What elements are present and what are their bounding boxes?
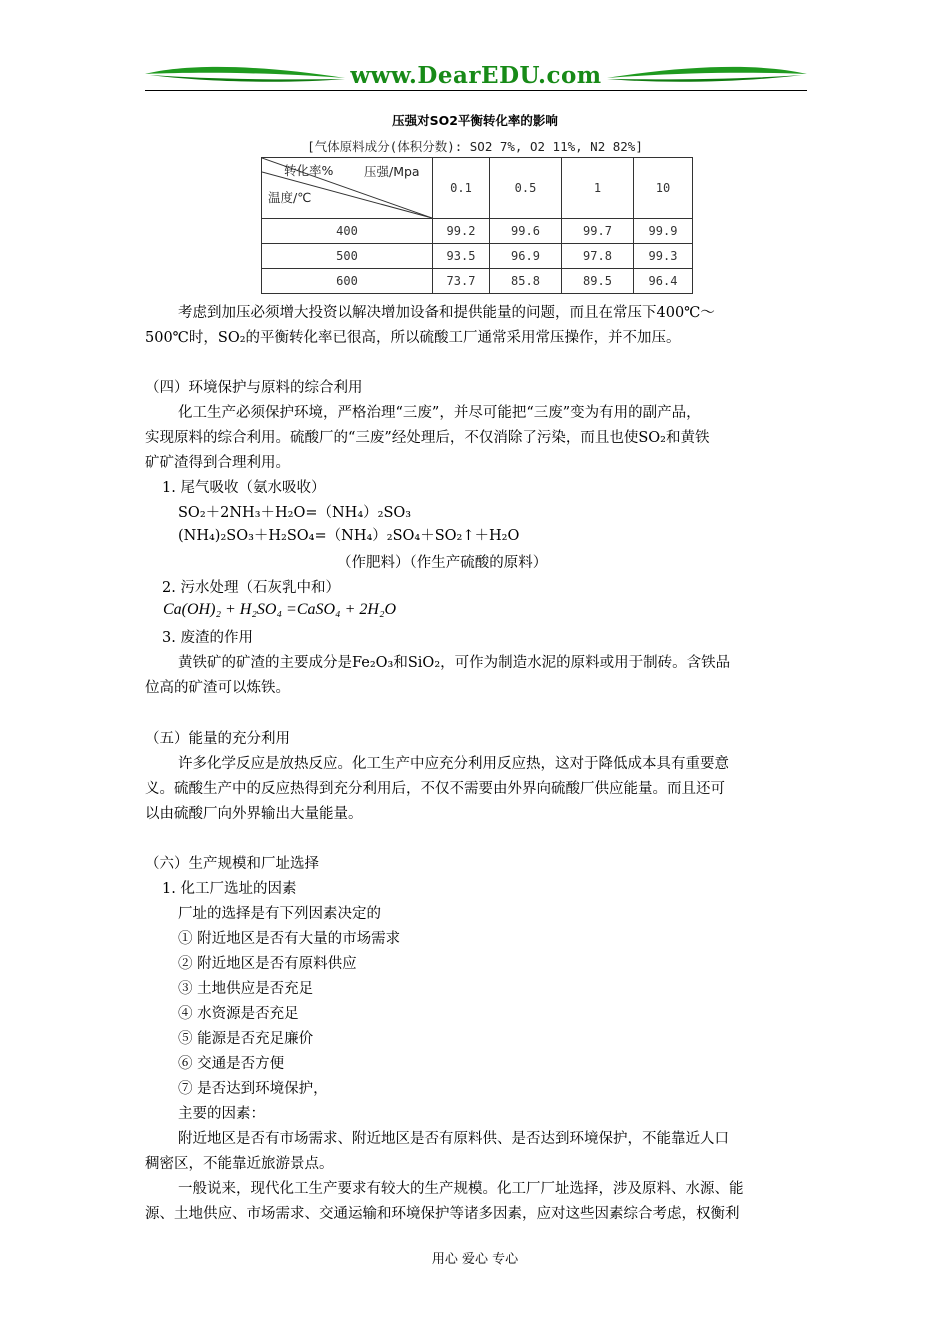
value-cell: 97.8 xyxy=(562,244,634,269)
value-cell: 89.5 xyxy=(562,269,634,294)
header-rate-label: 转化率% xyxy=(284,163,334,178)
paragraph-line: 源、土地供应、市场需求、交通运输和环境保护等诸多因素，应对这些因素综合考虑，权衡利 xyxy=(145,1206,740,1222)
header-rule xyxy=(145,90,807,91)
equation: Ca(OH)₂ + H₂SO₄ =CaSO₄ + 2H₂O xyxy=(163,601,397,618)
pressure-header-cell: 1 xyxy=(562,158,634,219)
value-cell: 99.6 xyxy=(490,219,562,244)
factor-item: ⑤ 能源是否充足廉价 xyxy=(178,1031,314,1047)
value-cell: 96.9 xyxy=(490,244,562,269)
site-logo[interactable]: www.DearEDU.com xyxy=(350,62,602,89)
paragraph-line: 厂址的选择是有下列因素决定的 xyxy=(178,906,381,922)
temp-cell: 400 xyxy=(262,219,433,244)
table-note: [气体原料成分(体积分数): SO2 7%, O2 11%, N2 82%] xyxy=(307,139,643,154)
equation-note: （作肥料）（作生产硫酸的原料） xyxy=(337,555,548,571)
paragraph-line: 考虑到加压必须增大投资以解决增加设备和提供能量的问题，而且在常压下400℃～ xyxy=(178,305,715,321)
table-row xyxy=(262,269,693,294)
paragraph-line: 主要的因素： xyxy=(178,1106,265,1122)
equation: (NH₄)₂SO₃＋H₂SO₄=（NH₄）₂SO₄＋SO₂↑＋H₂O xyxy=(178,528,520,544)
table-row xyxy=(262,244,693,269)
value-cell: 99.9 xyxy=(634,219,693,244)
paragraph-line: 义。硫酸生产中的反应热得到充分利用后，不仅不需要由外界向硫酸厂供应能量。而且还可 xyxy=(145,781,725,797)
paragraph-line: 以由硫酸厂向外界输出大量能量。 xyxy=(145,806,363,822)
temp-cell: 600 xyxy=(262,269,433,294)
factor-item: ③ 土地供应是否充足 xyxy=(178,981,314,997)
list-item: 3. 废渣的作用 xyxy=(162,630,253,646)
paragraph-line: 附近地区是否有市场需求、附近地区是否有原料供、是否达到环境保护，不能靠近人口 xyxy=(178,1131,729,1147)
header-temp-label: 温度/℃ xyxy=(268,190,312,205)
pressure-header-cell: 0.5 xyxy=(490,158,562,219)
value-cell: 85.8 xyxy=(490,269,562,294)
pressure-header-cell: 10 xyxy=(634,158,693,219)
paragraph-line: 化工生产必须保护环境，严格治理“三废”，并尽可能把“三废”变为有用的副产品， xyxy=(178,405,701,421)
paragraph-line: 位高的矿渣可以炼铁。 xyxy=(145,680,290,696)
page-header xyxy=(145,58,807,92)
factor-item: ① 附近地区是否有大量的市场需求 xyxy=(178,931,401,947)
table-row xyxy=(262,219,693,244)
page-footer: 用心 爱心 专心 xyxy=(431,1252,519,1267)
list-item: 1. 尾气吸收（氨水吸收） xyxy=(162,480,326,496)
section-heading: （六）生产规模和厂址选择 xyxy=(145,856,319,872)
section-heading: （四）环境保护与原料的综合利用 xyxy=(145,380,363,396)
section-heading: （五）能量的充分利用 xyxy=(145,731,290,747)
paragraph-line: 黄铁矿的矿渣的主要成分是Fe₂O₃和SiO₂，可作为制造水泥的原料或用于制砖。含铁品 xyxy=(178,655,731,671)
factor-item: ② 附近地区是否有原料供应 xyxy=(178,956,357,972)
header-pressure-label: 压强/Mpa xyxy=(364,164,420,179)
paragraph-line: 一般说来，现代化工生产要求有较大的生产规模。化工厂厂址选择，涉及原料、水源、能 xyxy=(178,1181,744,1197)
table-title: 压强对SO2平衡转化率的影响 xyxy=(392,113,558,128)
list-item: 1. 化工厂选址的因素 xyxy=(162,881,297,897)
factor-item: ⑦ 是否达到环境保护， xyxy=(178,1081,328,1097)
factor-item: ⑥ 交通是否方便 xyxy=(178,1056,285,1072)
paragraph-line: 许多化学反应是放热反应。化工生产中应充分利用反应热，这对于降低成本具有重要意 xyxy=(178,756,729,772)
value-cell: 99.3 xyxy=(634,244,693,269)
value-cell: 93.5 xyxy=(433,244,490,269)
paragraph-line: 矿矿渣得到合理利用。 xyxy=(145,455,290,471)
table-header-row xyxy=(262,158,693,219)
pressure-header-cell: 0.1 xyxy=(433,158,490,219)
conversion-table xyxy=(261,157,693,294)
temp-cell: 500 xyxy=(262,244,433,269)
value-cell: 99.2 xyxy=(433,219,490,244)
table-corner-header xyxy=(262,158,433,219)
equation: SO₂＋2NH₃＋H₂O=（NH₄）₂SO₃ xyxy=(178,505,412,521)
list-item: 2. 污水处理（石灰乳中和） xyxy=(162,580,340,596)
value-cell: 73.7 xyxy=(433,269,490,294)
paragraph-line: 实现原料的综合利用。硫酸厂的“三废”经处理后，不仅消除了污染，而且也使SO₂和黄铁 xyxy=(145,430,710,446)
value-cell: 96.4 xyxy=(634,269,693,294)
paragraph-line: 稠密区，不能靠近旅游景点。 xyxy=(145,1156,334,1172)
factor-item: ④ 水资源是否充足 xyxy=(178,1006,299,1022)
value-cell: 99.7 xyxy=(562,219,634,244)
paragraph-line: 500℃时，SO₂的平衡转化率已很高，所以硫酸工厂通常采用常压操作，并不加压。 xyxy=(145,330,681,346)
